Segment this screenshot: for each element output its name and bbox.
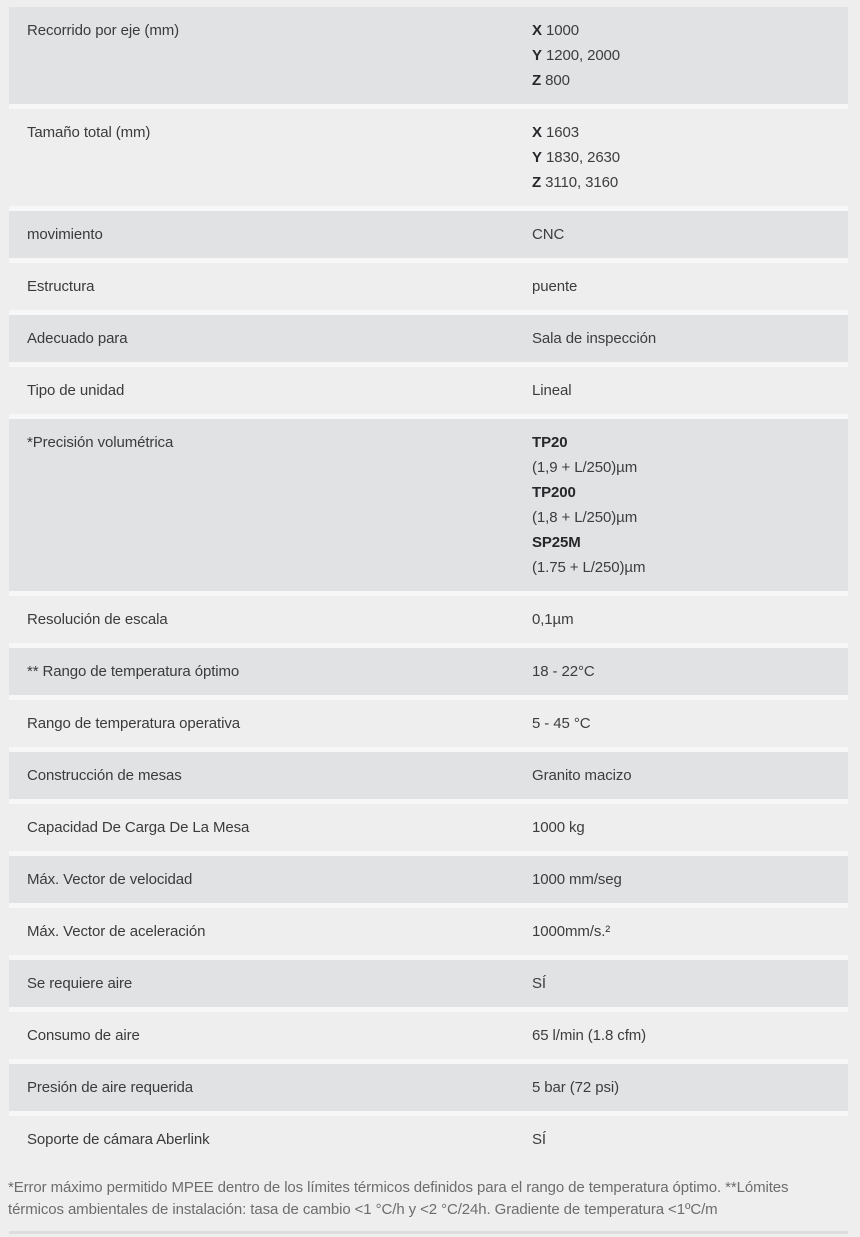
spec-value: Sala de inspección [532, 330, 657, 347]
spec-value: 18 - 22°C [532, 663, 595, 680]
spec-label: Máx. Vector de velocidad [27, 871, 193, 888]
spec-value: Granito macizo [532, 767, 632, 784]
spec-row [9, 804, 848, 851]
spec-label: Tamaño total (mm) [27, 124, 151, 141]
spec-label: *Precisión volumétrica [27, 434, 174, 451]
spec-label: ** Rango de temperatura óptimo [27, 663, 240, 680]
spec-label: Tipo de unidad [27, 382, 125, 399]
spec-row [9, 109, 848, 206]
spec-row [9, 1064, 848, 1111]
spec-label: Resolución de escala [27, 611, 168, 628]
spec-row [9, 315, 848, 362]
spec-row [9, 7, 848, 104]
spec-value: 65 l/min (1.8 cfm) [532, 1027, 647, 1044]
spec-row [9, 752, 848, 799]
footnote: *Error máximo permitido MPEE dentro de los límites térmicos definidos para el rango de temperatura óptimo. **Lómites térmicos ambientales de instalación: tasa de cambio <1 °C/h y <2 °C/24h. Gradiente de temperatura <1ºC/m [8, 1179, 789, 1218]
spec-row [9, 596, 848, 643]
spec-value: SÍ [532, 975, 546, 992]
spec-value: X 1000 Y 1200, 2000 Z 800 [532, 22, 621, 89]
spec-value: 0,1µm [532, 611, 574, 628]
spec-row [9, 908, 848, 955]
spec-label: Rango de temperatura operativa [27, 715, 240, 732]
spec-row [9, 648, 848, 695]
spec-row [9, 211, 848, 258]
spec-label: Recorrido por eje (mm) [27, 22, 180, 39]
spec-label: Soporte de cámara Aberlink [27, 1131, 210, 1148]
spec-label: Construcción de mesas [27, 767, 182, 784]
spec-value: X 1603 Y 1830, 2630 Z 3110, 3160 [532, 124, 621, 191]
spec-value: 1000 mm/seg [532, 871, 622, 888]
spec-row [9, 856, 848, 903]
spec-label: Adecuado para [27, 330, 128, 347]
bottom-divider [9, 1231, 848, 1234]
spec-row [9, 263, 848, 310]
spec-value: TP20 (1,9 + L/250)µm TP200 (1,8 + L/250)µm SP25M (1.75 + L/250)µm [532, 434, 646, 576]
spec-label: Se requiere aire [27, 975, 133, 992]
spec-row [9, 700, 848, 747]
spec-value: 5 - 45 °C [532, 715, 591, 732]
spec-value: 1000mm/s.² [532, 923, 611, 940]
spec-label: movimiento [27, 226, 103, 243]
spec-value: Lineal [532, 382, 572, 399]
spec-row [9, 1116, 848, 1163]
spec-row [9, 367, 848, 414]
spec-label: Estructura [27, 278, 95, 295]
spec-label: Consumo de aire [27, 1027, 140, 1044]
spec-value: puente [532, 278, 578, 295]
spec-row [9, 419, 848, 591]
spec-row [9, 1012, 848, 1059]
spec-table [9, 7, 848, 1163]
spec-label: Presión de aire requerida [27, 1079, 193, 1096]
spec-value: 1000 kg [532, 819, 585, 836]
spec-label: Capacidad De Carga De La Mesa [27, 819, 250, 836]
spec-value: CNC [532, 226, 565, 243]
spec-value: SÍ [532, 1131, 546, 1148]
spec-label: Máx. Vector de aceleración [27, 923, 206, 940]
spec-row [9, 960, 848, 1007]
spec-value: 5 bar (72 psi) [532, 1079, 619, 1096]
